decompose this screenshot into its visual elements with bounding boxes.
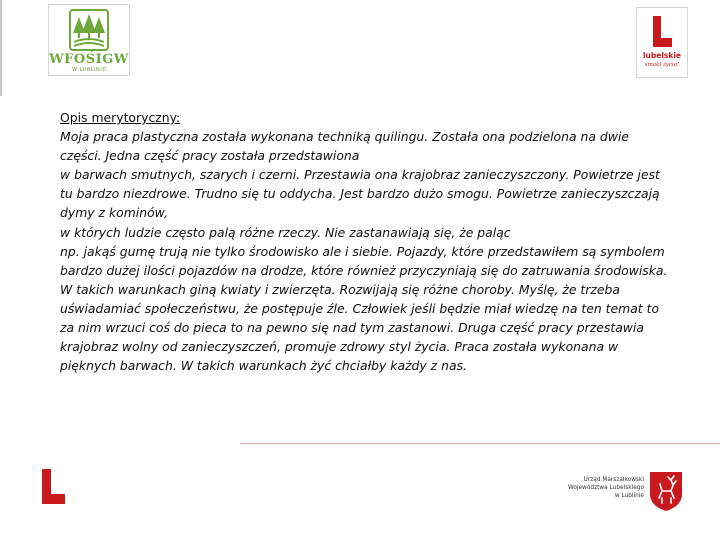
forest-logo-icon (69, 9, 109, 51)
lubelskie-name: lubelskie (642, 51, 682, 60)
divider-line (240, 443, 720, 444)
deer-emblem-icon (648, 470, 684, 512)
office-line-1: Urząd Marszałkowski (583, 477, 644, 483)
left-rule (0, 0, 2, 96)
lubelskie-tagline: smaki życia! (644, 62, 680, 68)
lubelskie-l-logo-icon (40, 469, 66, 505)
content-block (60, 108, 670, 375)
wfosigw-brand: WFOŚIGW (49, 52, 129, 67)
section-heading: Opis merytoryczny: (60, 110, 181, 125)
description-text: Moja praca plastyczna została wykonana techniką quilingu. Została ona podzielona na dwie części. Jedna część pracy została przedstawiona w barwach smutnych, szarych i czerni. Przestawia ona krajobraz zanieczyszczony. Powietrze jest tu bardzo niezdrowe. Trudno się tu oddycha. Jest bardzo dużo smogu. Powietrze zanieczyszczają dymy z kominów, w których ludzie często palą różne rzeczy. Nie zastanawiają się, że paląc np. jakąś gumę trują nie tylko środowisko ale i siebie. Pojazdy, które przedstawiłem są symbolem bardzo dużej ilości pojazdów na drodze, które również przyczyniają się do zatruwania środowiska. W takich warunkach giną kwiaty i zwierzęta. Rozwijają się różne choroby. Myślę, że trzeba uświadamiać społeczeństwu, że postępuje źle. Człowiek jeśli będzie miał wiedzę na ten temat to za nim wrzuci coś do pieca to na pewno się nad tym zastanowi. Druga część pracy przestawia krajobraz wolny od zanieczyszczeń, promuje zdrowy styl życia. Praca została wykonana w pięknych barwach. W takich warunkach żyć chciałby każdy z nas. (60, 129, 668, 374)
wfosigw-logo (48, 4, 130, 76)
office-line-3: w Lublinie (614, 493, 644, 500)
office-line-2: Województwa Lubelskiego (568, 485, 644, 492)
lubelskie-l-logo-icon (650, 16, 674, 48)
lubelskie-logo (636, 7, 688, 78)
office-name (560, 476, 644, 501)
wfosigw-sub: W LUBLINIE (72, 67, 106, 73)
